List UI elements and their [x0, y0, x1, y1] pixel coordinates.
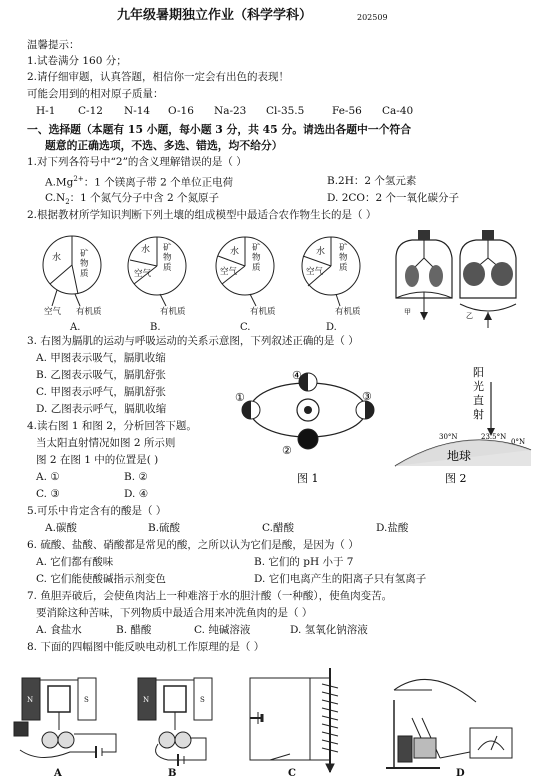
soil-pie-a — [43, 236, 101, 306]
question-6-option-c: C. 它们能使酸碱指示剂变色 — [36, 573, 166, 585]
question-4-option-c: C. ③ — [36, 488, 60, 500]
option-label: D. — [326, 322, 337, 333]
pie-label: 水 — [141, 245, 151, 255]
page-title: 九年级暑期独立作业（科学学科） — [117, 8, 313, 23]
question-3-stem: 3. 右图为膈肌的运动与呼吸运动的关系示意图，下列叙述正确的是（ ） — [27, 335, 359, 347]
tips-line-1: 1.试卷满分 160 分； — [27, 55, 127, 67]
sunlight-char: 直 — [473, 394, 484, 407]
question-4-option-d: D. ④ — [124, 488, 149, 500]
figure-d-induction — [386, 679, 512, 768]
direct-sunlight-figure — [393, 362, 533, 487]
question-8-stem: 8. 下面的四幅图中能反映电动机工作原理的是（ ） — [27, 641, 265, 653]
pole-label: N — [27, 696, 34, 704]
pie-label-part: 物 — [252, 253, 261, 263]
question-4-stem: 4.读右图 1 和图 2，分析回答下题。 — [27, 420, 197, 432]
tips-line-3: 可能会用到的相对原子质量： — [27, 88, 164, 100]
jar-label: 乙 — [466, 312, 473, 320]
pie-label-part: 矿 — [339, 243, 348, 253]
question-6-stem: 6. 硫酸、盐酸、硝酸都是常见的酸，之所以认为它们是酸，是因为（ ） — [27, 539, 359, 551]
earth-label: 地球 — [447, 449, 472, 463]
option-text: A.Mg — [45, 176, 74, 189]
question-1-option-a — [45, 175, 233, 190]
pie-label: 有机质 — [250, 307, 276, 317]
question-7-stem: 7. 鱼胆弄破后，会使鱼肉沾上一种难溶于水的胆汁酸（一种酸），使鱼肉变苦。 — [27, 590, 393, 602]
pole-label: S — [84, 696, 89, 704]
figure-caption: 图 1 — [297, 472, 319, 485]
pie-label-part: 物 — [339, 253, 348, 263]
question-5-stem: 5.可乐中肯定含有的酸是（ ） — [27, 505, 167, 517]
pie-label: 水 — [52, 253, 62, 263]
question-7-option-b: B. 醋酸 — [116, 624, 152, 636]
option-label: C — [288, 768, 296, 779]
option-text: ：1 个氮气分子中含 2 个氮原子 — [69, 192, 220, 204]
atomic-mass: Fe-56 — [332, 105, 362, 117]
question-1-option-d: D. 2CO：2 个一氧化碳分子 — [327, 192, 460, 204]
question-6-option-b: B. 它们的 pH 小于 7 — [254, 556, 354, 568]
figure-c-electromagnet — [250, 668, 338, 772]
latitude-label: 30°N — [439, 433, 458, 441]
pie-label: 有机质 — [160, 307, 186, 317]
option-label: B — [168, 768, 177, 779]
option-label: A. — [70, 322, 81, 333]
question-1-option-b: B.2H：2 个氢元素 — [327, 175, 417, 187]
bell-jar-model-jia — [396, 230, 452, 320]
atomic-mass: N-14 — [124, 105, 151, 117]
pie-label: 空气 — [220, 267, 238, 277]
paper-code: 202509 — [357, 13, 388, 22]
option-label: C. — [240, 322, 251, 333]
option-label: A — [54, 768, 62, 779]
tips-heading: 温馨提示： — [27, 39, 80, 51]
question-3-option-c: C. 甲图表示呼气，膈肌舒张 — [36, 386, 166, 398]
subscript: 2 — [65, 198, 70, 207]
pie-label: 空气 — [306, 267, 324, 277]
sunlight-char: 光 — [473, 380, 484, 393]
pie-label — [339, 242, 348, 273]
question-5-option-d: D.盐酸 — [376, 522, 409, 534]
position-marker: ③ — [362, 390, 372, 403]
pie-label-part: 质 — [252, 263, 261, 273]
question-3-option-a: A. 甲图表示吸气，膈肌收缩 — [36, 352, 166, 364]
bell-jar-model-yi — [460, 230, 516, 328]
section-heading-cont: 题意的正确选项，不选、多选、错选，均不给分） — [45, 139, 283, 152]
section-heading: 一、选择题（本题有 15 小题，每小题 3 分，共 45 分。请选出各题中一个符合 — [27, 123, 412, 136]
pie-label — [252, 242, 261, 273]
question-4-stem-cont: 当太阳直射情况如图 2 所示则 — [36, 437, 176, 449]
pie-label-part: 物 — [163, 253, 172, 263]
question-7-option-d: D. 氢氧化钠溶液 — [290, 624, 368, 636]
figure-a-generator — [14, 678, 116, 758]
earth-position-2 — [298, 429, 318, 449]
pie-label — [163, 242, 172, 273]
pie-label-part: 矿 — [80, 249, 89, 259]
option-text: ：1 个镁离子带 2 个单位正电荷 — [83, 176, 234, 189]
question-6-option-d: D. 它们电离产生的阳离子只有氢离子 — [254, 573, 427, 585]
question-7-option-a: A. 食盐水 — [36, 624, 82, 636]
pie-label: 水 — [230, 247, 240, 257]
question-7-stem-cont: 要消除这种苦味，下列物质中最适合用来冲洗鱼肉的是（ ） — [36, 607, 313, 619]
pie-label-part: 矿 — [252, 243, 261, 253]
latitude-label: 23.5°N — [481, 433, 507, 441]
motor-principle-figures — [0, 660, 542, 779]
earth-position-3 — [356, 401, 374, 419]
pie-label: 有机质 — [76, 307, 102, 317]
pie-label: 空气 — [44, 307, 62, 317]
question-1-option-c — [45, 192, 219, 207]
pie-label-part: 质 — [339, 263, 348, 273]
position-marker: ② — [282, 444, 292, 457]
question-5-option-c: C.醋酸 — [262, 522, 294, 534]
option-text: C.N — [45, 192, 66, 204]
position-marker: ④ — [292, 369, 302, 382]
tips-line-2: 2.请仔细审题，认真答题，相信你一定会有出色的表现！ — [27, 71, 290, 83]
question-3-option-b: B. 乙图表示吸气，膈肌舒张 — [36, 369, 166, 381]
pie-label: 有机质 — [335, 307, 361, 317]
superscript: 2+ — [73, 175, 84, 183]
atomic-mass: Cl-35.5 — [266, 105, 305, 117]
question-5-option-a: A.碳酸 — [45, 522, 77, 534]
orbit-figure — [234, 362, 384, 487]
question-4-option-a: A. ① — [36, 471, 60, 483]
question-1-stem: 1.对下列各符号中“2”的含义理解错误的是（ ） — [27, 156, 247, 168]
pie-label-part: 矿 — [163, 243, 172, 253]
pie-label-part: 质 — [80, 269, 89, 279]
soil-composition-figures — [0, 228, 542, 338]
option-label: B. — [150, 322, 161, 333]
sunlight-char: 阳 — [473, 366, 484, 379]
pie-label: 水 — [316, 247, 326, 257]
atomic-mass: Na-23 — [214, 105, 247, 117]
question-4-stem-cont: 图 2 在图 1 中的位置是( ) — [36, 454, 159, 466]
latitude-label: 0°N — [511, 438, 526, 446]
pole-label: S — [200, 696, 205, 704]
question-4-option-b: B. ② — [124, 471, 148, 483]
figure-b-motor — [138, 678, 212, 766]
question-2-stem: 2.根据教材所学知识判断下列土壤的组成模型中最适合农作物生长的是（ ） — [27, 209, 377, 221]
jar-label: 甲 — [404, 308, 411, 316]
atomic-mass: H-1 — [36, 105, 56, 117]
pole-label: N — [143, 696, 150, 704]
atomic-mass: C-12 — [78, 105, 103, 117]
question-6-option-a: A. 它们都有酸味 — [36, 556, 114, 568]
pie-label-part: 质 — [163, 263, 172, 273]
option-label: D — [456, 768, 465, 779]
sunlight-char: 射 — [473, 408, 484, 421]
question-5-option-b: B.硫酸 — [148, 522, 181, 534]
pie-label-part: 物 — [80, 259, 89, 269]
question-7-option-c: C. 纯碱溶液 — [194, 624, 251, 636]
pie-label: 空气 — [134, 269, 152, 279]
atomic-mass: O-16 — [168, 105, 194, 117]
question-3-option-d: D. 乙图表示呼气，膈肌收缩 — [36, 403, 167, 415]
atomic-mass: Ca-40 — [382, 105, 414, 117]
figure-caption: 图 2 — [445, 472, 467, 485]
pie-label — [80, 248, 89, 279]
position-marker: ① — [235, 391, 245, 404]
